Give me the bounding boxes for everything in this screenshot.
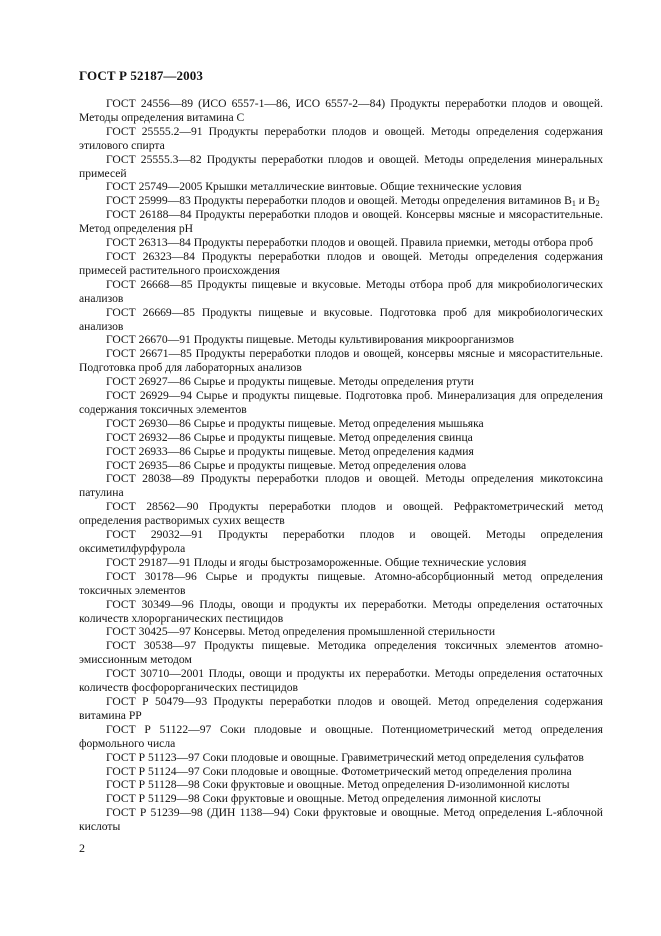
reference-item: ГОСТ 26935—86 Сырье и продукты пищевые. Метод определения олова bbox=[106, 458, 467, 472]
reference-item: ГОСТ 26670—91 Продукты пищевые. Методы культивирования микроорганизмов bbox=[106, 333, 514, 347]
reference-item: ГОСТ 26929—94 Сырье и продукты пищевые. Подготовка проб. Минерализация для определения содержания токсичных элементов bbox=[79, 389, 603, 416]
reference-item: ГОСТ 26932—86 Сырье и продукты пищевые. Метод определения свинца bbox=[106, 430, 473, 444]
subscript: 2 bbox=[595, 199, 600, 209]
page-header: ГОСТ Р 52187—2003 bbox=[79, 68, 203, 83]
reference-item: ГОСТ 25555.3—82 Продукты переработки плодов и овощей. Методы определения минеральных примесей bbox=[79, 152, 603, 180]
reference-item: ГОСТ 26668—85 Продукты пищевые и вкусовые. Методы отбора проб для микробиологических анализов bbox=[79, 277, 603, 305]
reference-item: ГОСТ 25555.2—91 Продукты переработки плодов и овощей. Методы определения содержания этилового спирта bbox=[79, 124, 603, 152]
reference-item: ГОСТ 29032—91 Продукты переработки плодов и овощей. Методы определения оксиметилфурфурола bbox=[79, 528, 603, 555]
reference-text: ГОСТ 25999—83 Продукты переработки плодов и овощей. Методы определения витаминов В bbox=[106, 194, 572, 208]
reference-item bbox=[79, 194, 603, 208]
reference-item: ГОСТ 26323—84 Продукты переработки плодов и овощей. Методы определения содержания примесей растительного происхождения bbox=[79, 249, 603, 277]
reference-item: ГОСТ 29187—91 Плоды и ягоды быстрозамороженные. Общие технические условия bbox=[106, 555, 527, 569]
page-number: 2 bbox=[79, 841, 85, 855]
subscript: 1 bbox=[571, 199, 576, 209]
reference-item: ГОСТ 30425—97 Консервы. Метод определения промышленной стерильности bbox=[106, 625, 496, 639]
reference-item: ГОСТ 28038—89 Продукты переработки плодов и овощей. Методы определения микотоксина патулина bbox=[79, 472, 603, 500]
reference-item: ГОСТ 25749—2005 Крышки металлические винтовые. Общие технические условия bbox=[106, 180, 522, 194]
reference-item: ГОСТ 28562—90 Продукты переработки плодов и овощей. Рефрактометрический метод определения растворимых сухих веществ bbox=[79, 500, 603, 528]
reference-item: ГОСТ 24556—89 (ИСО 6557-1—86, ИСО 6557-2—84) Продукты переработки плодов и овощей. Методы определения витамина С bbox=[79, 97, 603, 124]
reference-item: ГОСТ Р 51128—98 Соки фруктовые и овощные. Метод определения D-изолимонной кислоты bbox=[106, 778, 570, 792]
reference-item: ГОСТ 26933—86 Сырье и продукты пищевые. Метод определения кадмия bbox=[106, 444, 474, 458]
reference-item: ГОСТ Р 51129—98 Соки фруктовые и овощные. Метод определения лимонной кислоты bbox=[106, 792, 541, 806]
reference-text: и В bbox=[575, 194, 596, 208]
reference-item: ГОСТ 26313—84 Продукты переработки плодов и овощей. Правила приемки, методы отбора проб bbox=[106, 236, 594, 250]
reference-item: ГОСТ 30178—96 Сырье и продукты пищевые. Атомно-абсорбционный метод определения токсичных элементов bbox=[79, 569, 603, 597]
reference-item: ГОСТ Р 51123—97 Соки плодовые и овощные. Гравиметрический метод определения сульфатов bbox=[106, 750, 584, 764]
reference-item: ГОСТ 26669—85 Продукты пищевые и вкусовые. Подготовка проб для микробиологических анализов bbox=[79, 305, 603, 333]
reference-item: ГОСТ Р 51124—97 Соки плодовые и овощные. Фотометрический метод определения пролина bbox=[106, 764, 572, 778]
references-list bbox=[79, 97, 603, 834]
reference-item: ГОСТ Р 51239—98 (ДИН 1138—94) Соки фруктовые и овощные. Метод определения L-яблочной кислоты bbox=[79, 806, 603, 834]
reference-item: ГОСТ Р 50479—93 Продукты переработки плодов и овощей. Метод определения содержания витамина РР bbox=[79, 694, 603, 722]
reference-item: ГОСТ 26927—86 Сырье и продукты пищевые. Методы определения ртути bbox=[106, 375, 474, 389]
reference-item: ГОСТ 30349—96 Плоды, овощи и продукты их переработки. Методы определения остаточных количеств хлорорганических пестицидов bbox=[79, 597, 603, 625]
reference-item: ГОСТ 26930—86 Сырье и продукты пищевые. Метод определения мышьяка bbox=[106, 416, 484, 430]
reference-item: ГОСТ 30710—2001 Плоды, овощи и продукты их переработки. Методы определения остаточных количеств фосфорорганических пестицидов bbox=[79, 667, 603, 695]
reference-item: ГОСТ 30538—97 Продукты пищевые. Методика определения токсичных элементов атомно-эмиссионным методом bbox=[79, 639, 603, 667]
reference-item: ГОСТ Р 51122—97 Соки плодовые и овощные. Потенциометрический метод определения формольного числа bbox=[79, 722, 603, 750]
reference-item: ГОСТ 26671—85 Продукты переработки плодов и овощей, консервы мясные и мясорастительные. Подготовка проб для лабораторных анализов bbox=[79, 347, 603, 375]
reference-item: ГОСТ 26188—84 Продукты переработки плодов и овощей. Консервы мясные и мясорастительные. Метод определения рН bbox=[79, 208, 603, 236]
